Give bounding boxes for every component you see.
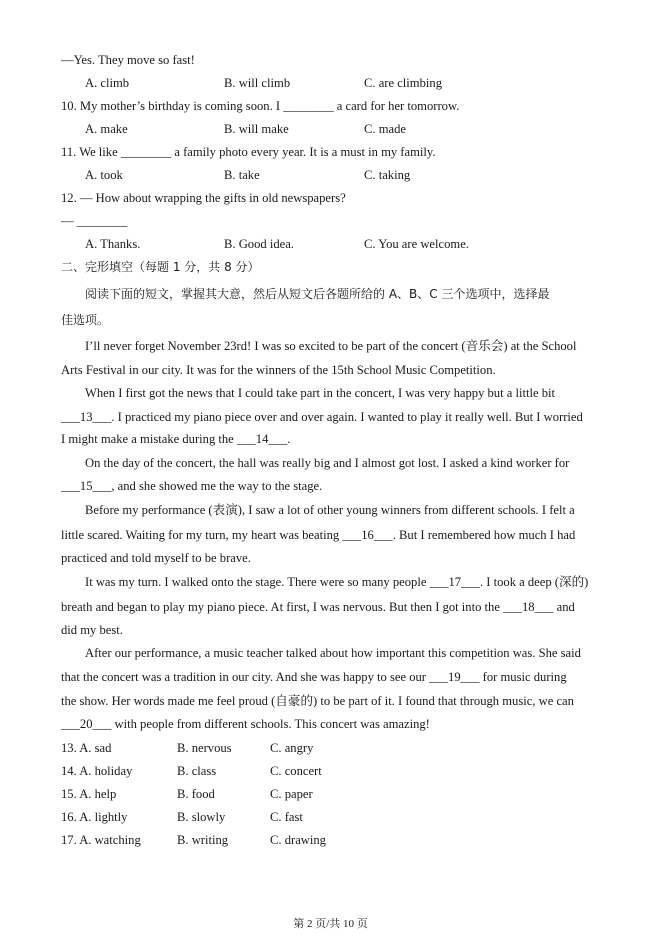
question-16-option-c: C. fast	[270, 810, 303, 824]
option-c: C. are climbing	[364, 76, 442, 90]
passage-line: little scared. Waiting for my turn, my heart was beating ___16___. But I remembered how much I had	[61, 528, 576, 542]
question-14-option-a: 14. A. holiday	[61, 764, 133, 778]
instruction-line: 阅读下面的短文，掌握其大意，然后从短文后各题所给的 A、B、C 三个选项中，选择最	[85, 287, 550, 301]
passage-line: practiced and told myself to be brave.	[61, 551, 251, 565]
passage-line: On the day of the concert, the hall was really big and I almost got lost. I asked a kind worker for	[85, 456, 570, 470]
question-15-option-c: C. paper	[270, 787, 313, 801]
option-a: A. took	[85, 168, 123, 182]
question-15-option-a: 15. A. help	[61, 787, 117, 801]
question-17-option-b: B. writing	[177, 833, 229, 847]
option-a: A. climb	[85, 76, 130, 90]
option-a: A. make	[85, 122, 128, 136]
passage-line: that the concert was a tradition in our city. And she was happy to see our ___19___ for music during	[61, 670, 567, 684]
question-10-stem: 10. My mother’s birthday is coming soon. I ________ a card for her tomorrow.	[61, 99, 460, 113]
passage-line: Arts Festival in our city. It was for the winners of the 15th School Music Competition.	[61, 363, 496, 377]
passage-line: I might make a mistake during the ___14___.	[61, 432, 291, 446]
passage-line: ___13___. I practiced my piano piece over and over again. I wanted to play it really well. But I worried	[61, 410, 583, 424]
question-16-option-b: B. slowly	[177, 810, 226, 824]
question-11-stem: 11. We like ________ a family photo every year. It is a must in my family.	[61, 145, 436, 159]
passage-line: When I first got the news that I could take part in the concert, I was very happy but a little bit	[85, 386, 556, 400]
passage-line: ___20___ with people from different schools. This concert was amazing!	[61, 717, 430, 731]
passage-line: did my best.	[61, 623, 123, 637]
question-17-option-c: C. drawing	[270, 833, 326, 847]
question-15-option-b: B. food	[177, 787, 215, 801]
option-b: B. will make	[224, 122, 289, 136]
passage-line: Before my performance (表演), I saw a lot of other young winners from different schools. I felt a	[85, 503, 575, 517]
option-b: B. take	[224, 168, 260, 182]
passage-line: the show. Her words made me feel proud (自豪的) to be part of it. I found that through music, we can	[61, 694, 574, 708]
question-14-option-b: B. class	[177, 764, 217, 778]
option-b: B. will climb	[224, 76, 291, 90]
instruction-line: 佳选项。	[61, 313, 110, 327]
dialogue-reply: —Yes. They move so fast!	[61, 53, 195, 67]
option-b: B. Good idea.	[224, 237, 294, 251]
option-a: A. Thanks.	[85, 237, 141, 251]
question-14-option-c: C. concert	[270, 764, 322, 778]
question-17-option-a: 17. A. watching	[61, 833, 141, 847]
question-13-option-a: 13. A. sad	[61, 741, 112, 755]
section-heading: 二、完形填空（每题 1 分，共 8 分）	[61, 260, 260, 274]
question-16-option-a: 16. A. lightly	[61, 810, 128, 824]
passage-line: breath and began to play my piano piece. At first, I was nervous. But then I got into the ___18___ and	[61, 600, 575, 614]
passage-line: After our performance, a music teacher talked about how important this competition was. She said	[85, 646, 581, 660]
question-12-stem: 12. — How about wrapping the gifts in old newspapers?	[61, 191, 346, 205]
question-12-reply: — ________	[61, 214, 128, 228]
passage-line: I’ll never forget November 23rd! I was so excited to be part of the concert (音乐会) at the School	[85, 339, 577, 353]
question-13-option-c: C. angry	[270, 741, 314, 755]
question-13-option-b: B. nervous	[177, 741, 232, 755]
page-footer: 第 2 页/共 10 页	[293, 918, 368, 930]
option-c: C. made	[364, 122, 406, 136]
option-c: C. taking	[364, 168, 411, 182]
option-c: C. You are welcome.	[364, 237, 469, 251]
passage-line: ___15___, and she showed me the way to the stage.	[61, 479, 323, 493]
passage-line: It was my turn. I walked onto the stage. There were so many people ___17___. I took a deep (深的)	[85, 575, 589, 589]
